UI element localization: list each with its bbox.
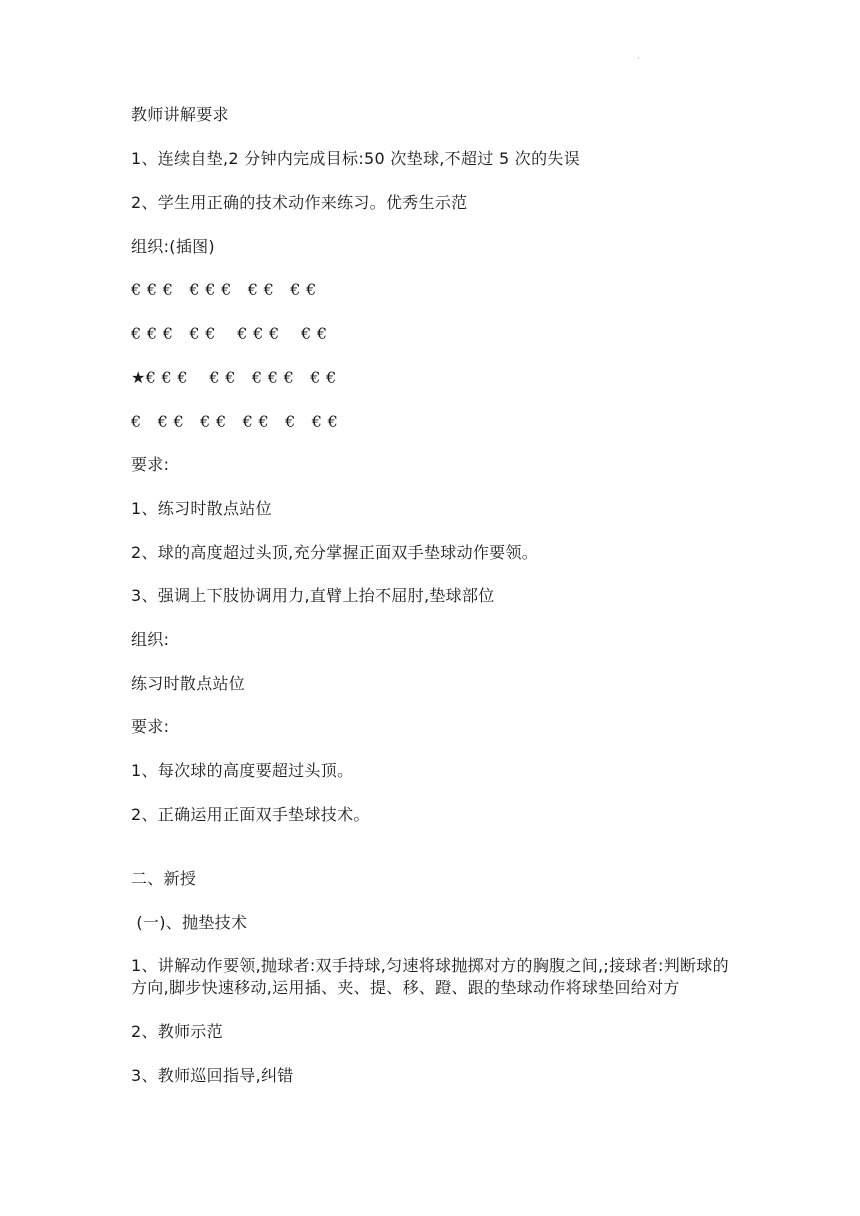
formation-row-4: € € € € € € € € € € <box>131 412 339 431</box>
formation-row-3 <box>131 367 337 389</box>
requirement-height: 2、球的高度超过头顶,充分掌握正面双手垫球动作要领。 <box>131 543 539 562</box>
requirement-ball-height: 1、每次球的高度要超过头顶。 <box>131 761 354 780</box>
requirements-label-2: 要求: <box>131 717 170 736</box>
explain-key-points: 1、讲解动作要领,抛球者:双手持球,匀速将球抛掷对方的胸腹之间,;接球者:判断球的方向,脚步快速移动,运用插、夹、提、移、蹬、跟的垫球动作将球垫回给对方 <box>131 956 729 997</box>
formation-row-1: € € € € € € € € € € <box>131 280 317 299</box>
requirement-correct-technique: 2、正确运用正面双手垫球技术。 <box>131 805 370 824</box>
requirements-label: 要求: <box>131 455 170 474</box>
requirement-coordination: 3、强调上下肢协调用力,直臂上抬不屈肘,垫球部位 <box>131 586 495 605</box>
organization-label-2: 组织: <box>131 630 170 649</box>
teacher-star-icon: ★ <box>131 368 146 387</box>
subsection-toss-bump: (一)、抛垫技术 <box>131 913 248 932</box>
organization-scatter: 练习时散点站位 <box>131 674 246 693</box>
formation-row-3-seats: € € € € € € € € € € <box>145 368 337 387</box>
organization-label: 组织:(插图) <box>131 237 215 256</box>
teacher-guidance: 3、教师巡回指导,纠错 <box>131 1066 294 1085</box>
requirement-item-1: 1、连续自垫,2 分钟内完成目标:50 次垫球,不超过 5 次的失误 <box>131 149 581 168</box>
requirement-item-2: 2、学生用正确的技术动作来练习。优秀生示范 <box>131 193 468 212</box>
section-new-lesson: 二、新授 <box>131 869 197 888</box>
teacher-demo: 2、教师示范 <box>131 1022 223 1041</box>
header-mark: · <box>637 54 640 63</box>
heading-teacher-explain: 教师讲解要求 <box>131 105 229 124</box>
formation-row-2: € € € € € € € € € € <box>131 324 328 343</box>
requirement-scatter: 1、练习时散点站位 <box>131 499 272 518</box>
